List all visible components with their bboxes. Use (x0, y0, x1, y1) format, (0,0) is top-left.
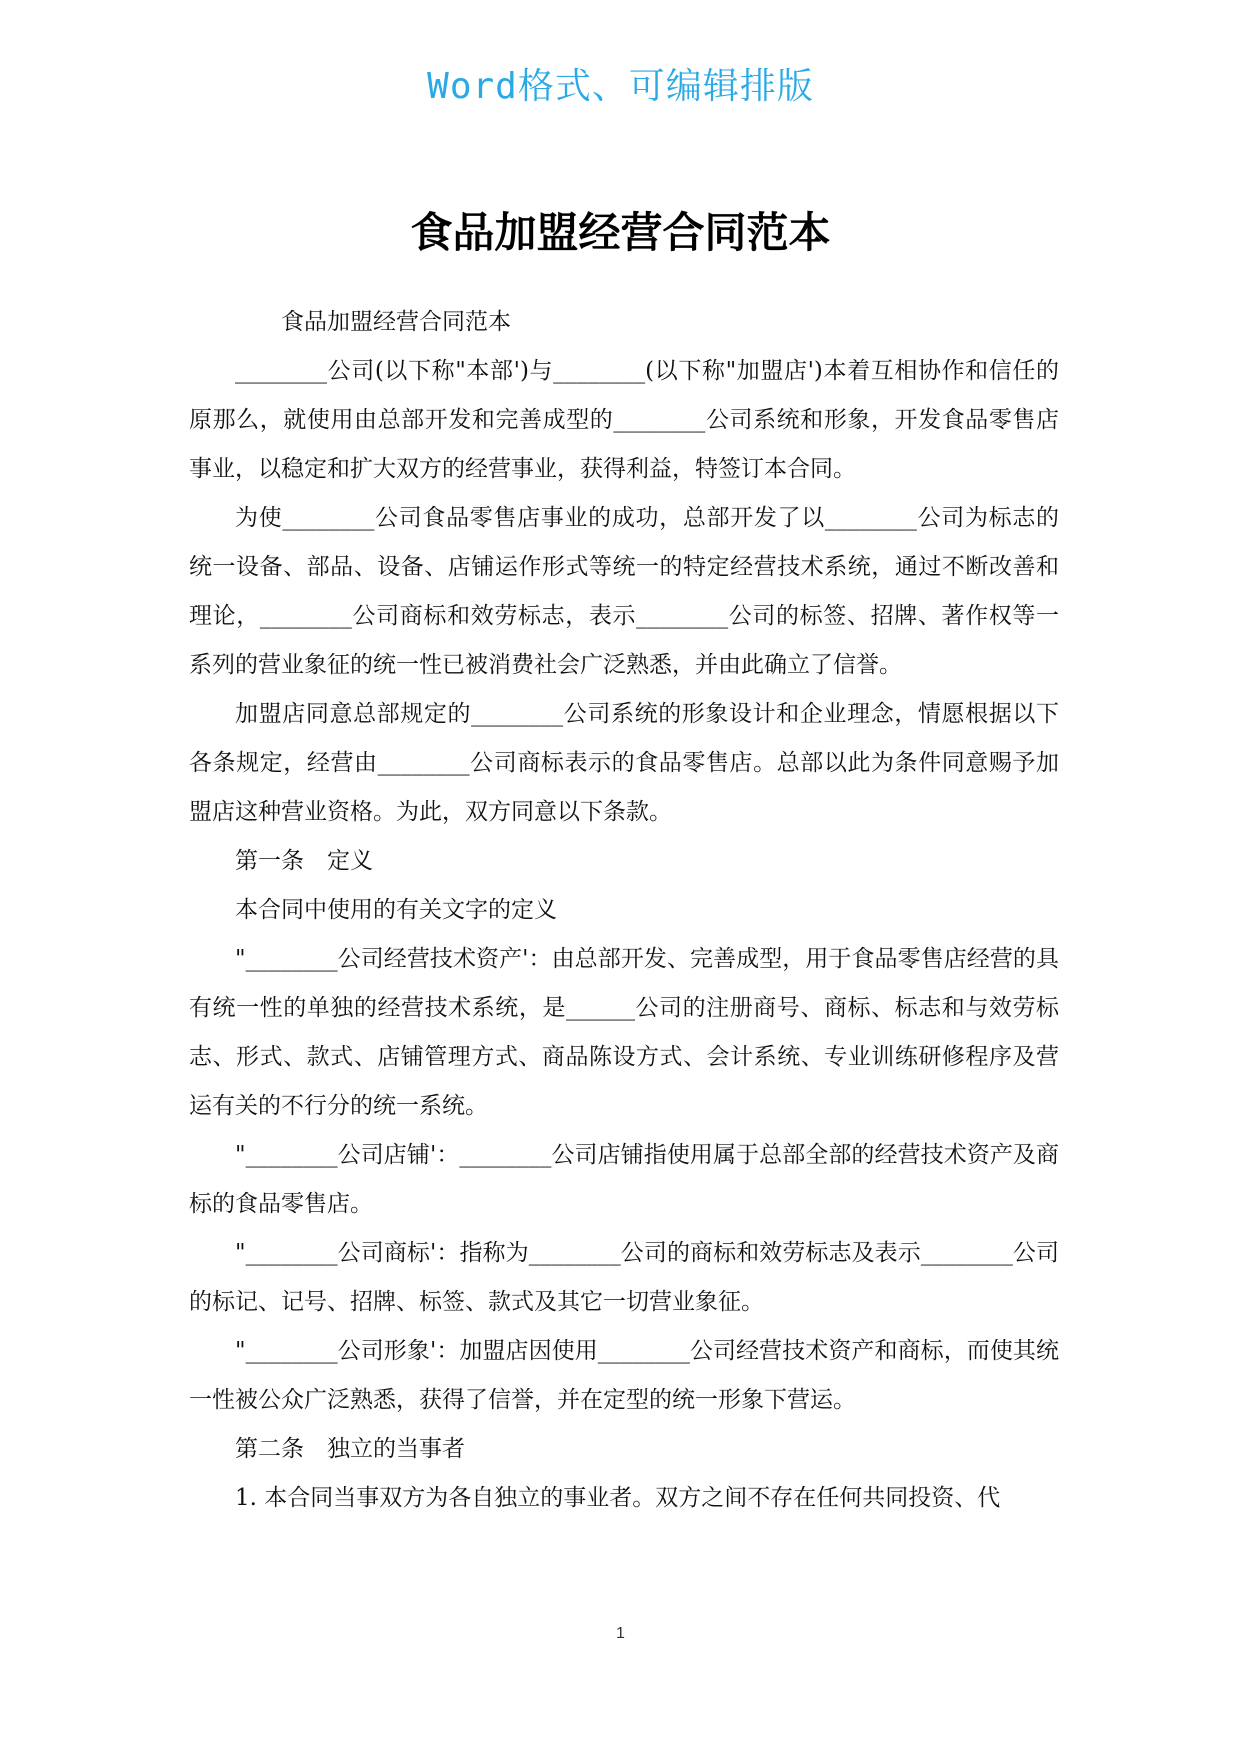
paragraph: "________公司店铺'：________公司店铺指使用属于总部全部的经营技术资产及商标的食品零售店。 (189, 1142, 1059, 1217)
paragraph: "________公司形象'：加盟店因使用________公司经营技术资产和商标，而使其统一性被公众广泛熟悉，获得了信誉，并在定型的统一形象下营运。 (189, 1338, 1059, 1413)
paragraph: "________公司经营技术资产'：由总部开发、完善成型，用于食品零售店经营的具有统一性的单独的经营技术系统，是______公司的注册商号、商标、标志和与效劳标志、形式、款式、店铺管理方式、商品陈设方式、会计系统、专业训练研修程序及营运有关的不行分的统一系统。 (189, 946, 1059, 1119)
paragraph: 本合同中使用的有关文字的定义 (235, 897, 557, 923)
paragraph-subtitle: 食品加盟经营合同范本 (281, 309, 511, 335)
paragraph: 为使________公司食品零售店事业的成功，总部开发了以________公司为标志的统一设备、部品、设备、店铺运作形式等统一的特定经营技术系统，通过不断改善和理论，________公司商标和效劳标志，表示________公司的标签、招牌、著作权等一系列的营业象征的统一性已被消费社会广泛熟悉，并由此确立了信誉。 (189, 505, 1059, 678)
document-body (189, 298, 1059, 1523)
paragraph: ________公司(以下称"本部')与________(以下称"加盟店')本着互相协作和信任的原那么，就使用由总部开发和完善成型的________公司系统和形象，开发食品零售店事业，以稳定和扩大双方的经营事业，获得利益，特签订本合同。 (189, 358, 1059, 482)
paragraph: 1. 本合同当事双方为各自独立的事业者。双方之间不存在任何共同投资、代 (235, 1485, 1001, 1511)
page-number: 1 (616, 1625, 625, 1642)
paragraph: 加盟店同意总部规定的________公司系统的形象设计和企业理念，情愿根据以下各条规定，经营由________公司商标表示的食品零售店。总部以此为条件同意赐予加盟店这种营业资格。为此，双方同意以下条款。 (189, 701, 1059, 825)
paragraph: "________公司商标'：指称为________公司的商标和效劳标志及表示________公司的标记、记号、招牌、标签、款式及其它一切营业象征。 (189, 1240, 1059, 1315)
header-tag: Word格式、可编辑排版 (427, 66, 814, 107)
document-title: 食品加盟经营合同范本 (410, 208, 831, 257)
article-heading: 第二条 独立的当事者 (235, 1436, 465, 1462)
article-heading: 第一条 定义 (235, 848, 373, 874)
